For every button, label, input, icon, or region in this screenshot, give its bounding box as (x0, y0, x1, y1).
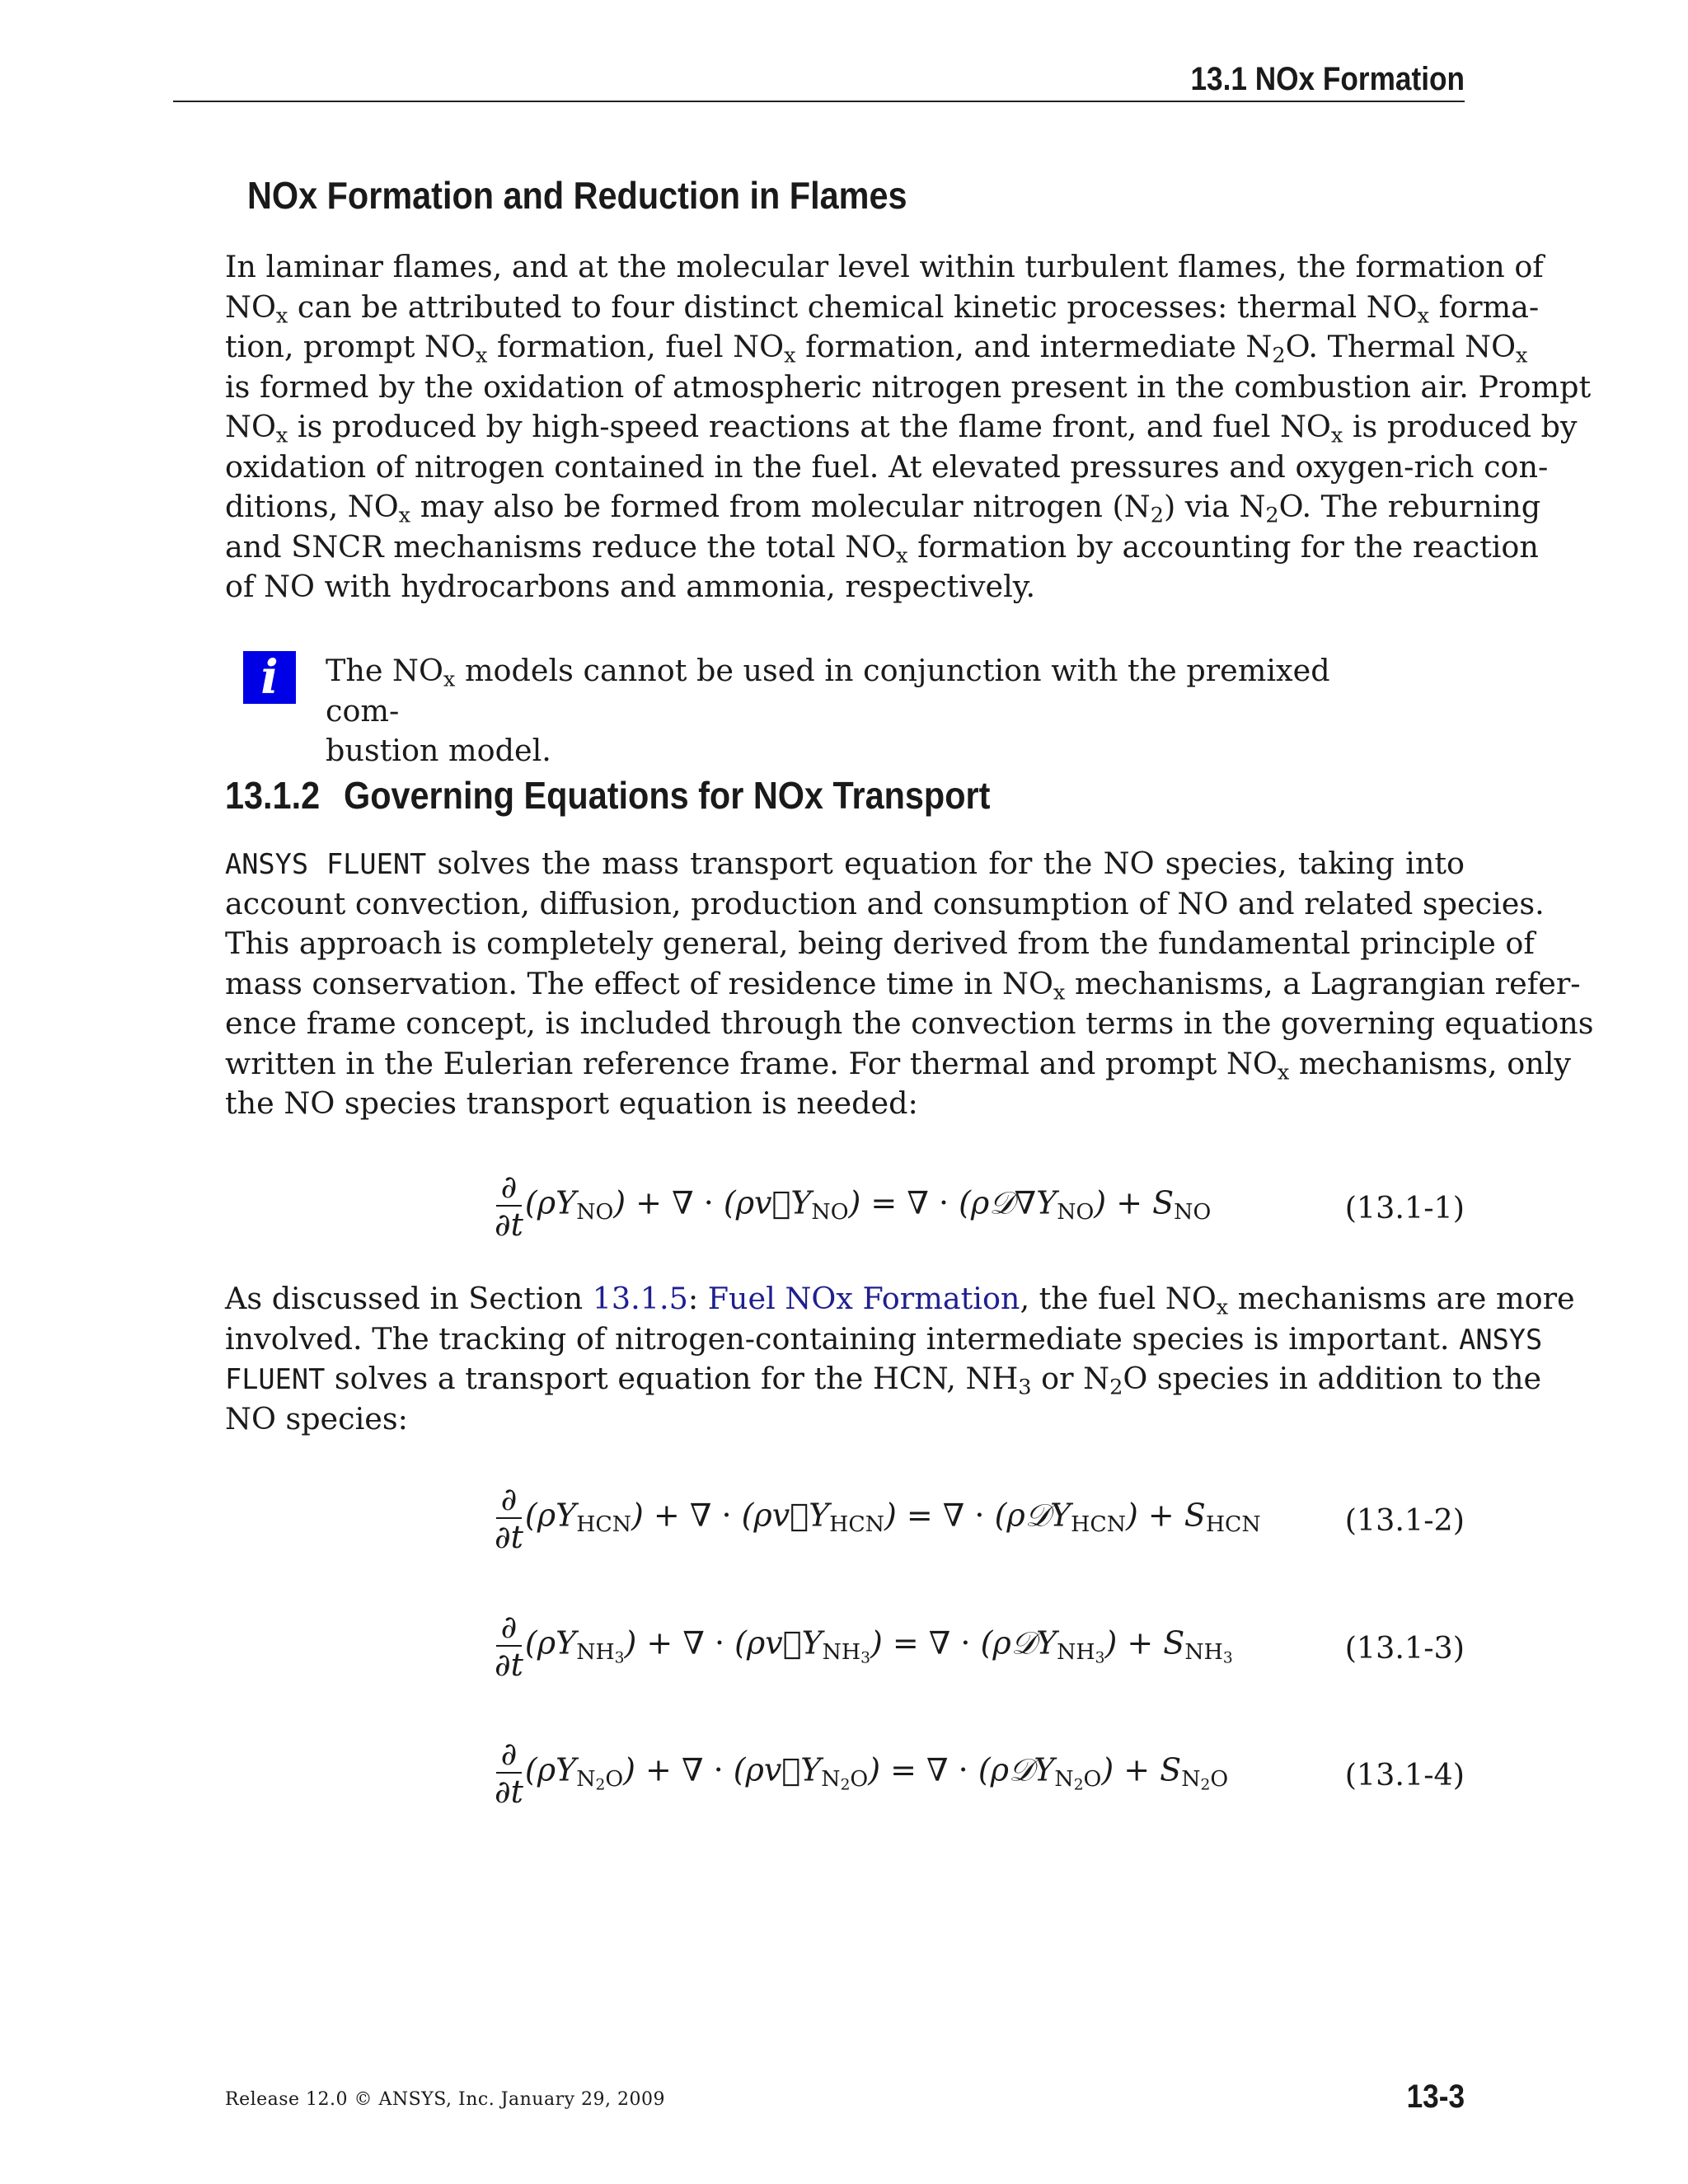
para-line: FLUENT solves a transport equation for the HCN, $NH_3$ or $N_2O$ species in addition to the (225, 1361, 1542, 1400)
para-line: ANSYS FLUENT solves the mass transport equation for the NO species, taking into (225, 846, 1465, 881)
note-line: bustion model. (326, 733, 551, 768)
page-number: 13-3 (1406, 2079, 1465, 2115)
intro-line: and SNCR mechanisms reduce the total $NO_x$ formation by accounting for the reaction (225, 528, 1539, 568)
subsection-number: 13.1.2 (225, 774, 321, 817)
fuel-nox-paragraph (225, 1279, 1575, 1439)
equation-number: (13.1-2) (1344, 1502, 1465, 1538)
equation-13-1-3 (0, 1609, 1688, 1699)
intro-line: is formed by the oxidation of atmospheric nitrogen present in the combustion air. Prompt (225, 368, 1592, 405)
equation-body: $\frac{\partial}{\partial t}$ $(\rho Y_{NO})$ + ∇ · $(\rho v⃗Y_{NO})$ = ∇ · $(\rho 𝒟\nabla Y_{NO}) + S_{NO}$ (495, 1169, 1212, 1243)
intro-line: oxidation of nitrogen contained in the fuel. At elevated pressures and oxygen-rich con- (225, 448, 1549, 485)
info-icon: i (243, 651, 296, 704)
equation-body: $\frac{\partial}{\partial t}$ $(\rho Y_{HCN})$ + ∇ · $(\rho v⃗Y_{HCN})$ = ∇ · (ρ𝒟Y$_{HCN}$) + $S_{HCN}$ (495, 1481, 1261, 1555)
equation-number: (13.1-3) (1344, 1630, 1465, 1666)
para-line: As discussed in Section 13.1.5: Fuel NOx Formation, the fuel $NO_x$ mechanisms are more (225, 1281, 1575, 1320)
running-header: 13.1 NOx Formation (1190, 61, 1465, 97)
subsection-title: Governing Equations for NOx Transport (344, 774, 991, 817)
equation-13-1-1 (0, 1169, 1688, 1259)
intro-line: ditions, $NO_x$ may also be formed from molecular nitrogen $(N_2)$ via $N_2O$. The reburning (225, 489, 1541, 528)
subsection-heading (225, 773, 990, 818)
intro-line: $NO_x$ can be attributed to four distinct chemical kinetic processes: thermal $NO_x$ forma- (225, 288, 1540, 328)
equation-body: $\frac{\partial}{\partial t}$ $(\rho Y_{NH_3})$ + ∇ · $(\rho v⃗Y_{NH_3})$ = ∇ · (ρ𝒟Y$_{NH_3}$) + $S_{NH_3}$ (495, 1609, 1233, 1683)
para-line: written in the Eulerian reference frame. For thermal and prompt $NO_x$ mechanisms, only (225, 1045, 1572, 1085)
intro-line: $NO_x$ is produced by high-speed reactions at the flame front, and fuel $NO_x$ is produced by (225, 409, 1578, 448)
section-title: NOx Formation and Reduction in Flames (247, 174, 907, 217)
para-line: the NO species transport equation is needed: (225, 1085, 918, 1121)
note-line: The $NO_x$ models cannot be used in conjunction with the premixed com- (326, 653, 1330, 729)
para-line: NO species: (225, 1400, 408, 1436)
governing-paragraph (225, 844, 1594, 1124)
intro-paragraph (225, 247, 1592, 607)
equation-body: $\frac{\partial}{\partial t}$ $(\rho Y_{N_2O})$ + ∇ · $(\rho v⃗Y_{N_2O})$ = ∇ · (ρ𝒟Y$_{N_2O}$) + $S_{N_2O}$ (495, 1736, 1229, 1810)
note-text (326, 651, 1364, 771)
intro-line: of NO with hydrocarbons and ammonia, respectively. (225, 569, 1036, 604)
header-rule (173, 101, 1465, 102)
section-link-title[interactable]: Fuel NOx Formation (707, 1281, 1020, 1316)
para-line: involved. The tracking of nitrogen-containing intermediate species is important. ANSYS (225, 1320, 1543, 1357)
para-line: account convection, diffusion, production and consumption of NO and related species. (225, 885, 1545, 921)
equation-number: (13.1-4) (1344, 1757, 1465, 1793)
equation-13-1-4 (0, 1736, 1688, 1826)
para-line: ence frame concept, is included through the convection terms in the governing equations (225, 1005, 1594, 1041)
para-line: mass conservation. The effect of residence time in $NO_x$ mechanisms, a Lagrangian refer- (225, 965, 1581, 1005)
para-line: This approach is completely general, being derived from the fundamental principle of (225, 926, 1535, 961)
release-footer: Release 12.0 © ANSYS, Inc. January 29, 2009 (225, 2089, 665, 2110)
equation-number: (13.1-1) (1344, 1190, 1465, 1226)
intro-line: tion, prompt $NO_x$ formation, fuel $NO_x$ formation, and intermediate $N_2O$. Thermal $NO_x$ (225, 329, 1528, 368)
section-link-number[interactable]: 13.1.5 (592, 1281, 688, 1316)
equation-13-1-2 (0, 1481, 1688, 1572)
intro-line: In laminar flames, and at the molecular level within turbulent flames, the formation of (225, 249, 1544, 284)
